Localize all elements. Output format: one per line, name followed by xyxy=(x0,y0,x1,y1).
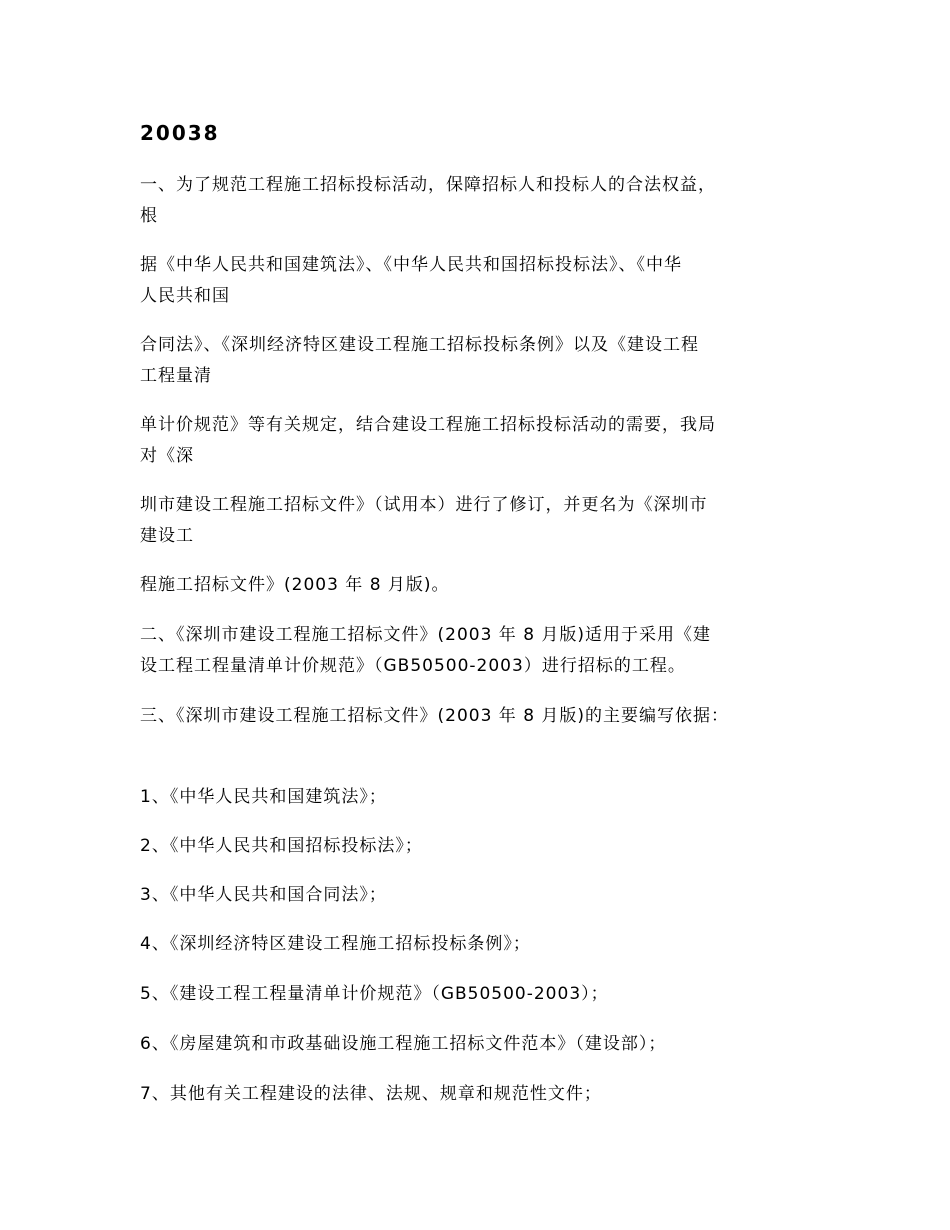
list-item xyxy=(140,979,830,1010)
list-item xyxy=(140,1079,830,1110)
paragraph-1-line-1: 一、为了规范工程施工招标投标活动，保障招标人和投标人的合法权益， xyxy=(140,175,716,195)
list-item-5: 5、《建设工程工程量清单计价规范》（GB50500-2003）； xyxy=(140,984,609,1004)
paragraph-1-line-2: 根 xyxy=(140,206,158,226)
list-item-4: 4、《深圳经济特区建设工程施工招标投标条例》； xyxy=(140,934,531,954)
paragraph-7-line-2: 设工程工程量清单计价规范》（GB50500-2003）进行招标的工程。 xyxy=(140,656,686,676)
paragraph-8-line-1: 三、《深圳市建设工程施工招标文件》(2003 年 8 月版)的主要编写依据： xyxy=(140,706,730,726)
list-item xyxy=(140,782,830,813)
list-item xyxy=(140,1029,830,1060)
paragraph-1 xyxy=(140,170,830,232)
paragraph-8 xyxy=(140,701,830,732)
paragraph-6 xyxy=(140,570,830,601)
list-item xyxy=(140,831,830,862)
paragraph-6-line-1: 程施工招标文件》(2003 年 8 月版)。 xyxy=(140,575,450,595)
document-title: 20038 xyxy=(140,121,220,145)
paragraph-5-line-1: 圳市建设工程施工招标文件》（试用本）进行了修订，并更名为《深圳市 xyxy=(140,495,708,515)
paragraph-2-line-1: 据《中华人民共和国建筑法》、《中华人民共和国招标投标法》、《中华 xyxy=(140,255,682,275)
paragraph-4-line-1: 单计价规范》等有关规定，结合建设工程施工招标投标活动的需要，我局 xyxy=(140,415,716,435)
paragraph-7-line-1: 二、《深圳市建设工程施工招标文件》(2003 年 8 月版)适用于采用《建 xyxy=(140,625,712,645)
paragraph-4-line-2: 对《深 xyxy=(140,446,194,466)
list-item-3: 3、《中华人民共和国合同法》； xyxy=(140,885,387,905)
list-item-6: 6、《房屋建筑和市政基础设施工程施工招标文件范本》（建设部）； xyxy=(140,1034,667,1054)
list-item-1: 1、《中华人民共和国建筑法》； xyxy=(140,787,387,807)
list-item xyxy=(140,880,830,911)
paragraph-3-line-1: 合同法》、《深圳经济特区建设工程施工招标投标条例》以及《建设工程 xyxy=(140,335,699,355)
paragraph-3 xyxy=(140,330,830,392)
paragraph-5 xyxy=(140,490,830,552)
paragraph-4 xyxy=(140,410,830,472)
list-item-2: 2、《中华人民共和国招标投标法》； xyxy=(140,836,423,856)
list-item xyxy=(140,929,830,960)
paragraph-7 xyxy=(140,620,830,682)
paragraph-3-line-2: 工程量清 xyxy=(140,366,212,386)
paragraph-5-line-2: 建设工 xyxy=(140,526,194,546)
paragraph-2 xyxy=(140,250,830,312)
list-item-7: 7、其他有关工程建设的法律、法规、规章和规范性文件； xyxy=(140,1084,602,1104)
paragraph-2-line-2: 人民共和国 xyxy=(140,286,230,306)
